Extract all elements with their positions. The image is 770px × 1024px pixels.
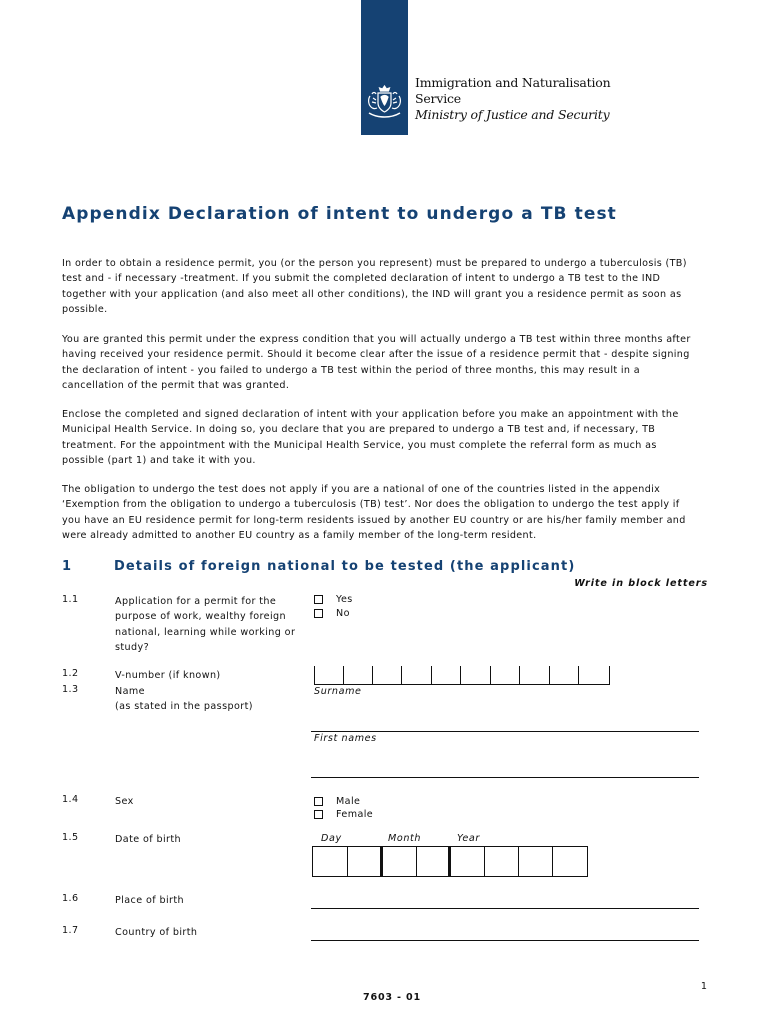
logo-bar xyxy=(361,0,408,135)
vnumber-divider xyxy=(519,666,520,685)
female-checkbox[interactable] xyxy=(314,810,323,819)
year-caption: Year xyxy=(457,833,480,844)
option-no-label: No xyxy=(336,608,350,619)
month-caption: Month xyxy=(388,833,422,844)
paragraph-line: were already admitted to another EU country as a family member of the long-term resident. xyxy=(62,529,537,541)
paragraph-line: possible (part 1) and take it with you. xyxy=(62,454,256,466)
option-male-label: Male xyxy=(336,796,361,807)
dob-divider xyxy=(518,847,519,876)
paragraph-line: In order to obtain a residence permit, you (or the person you represent) must be prepared to undergo a tuberculosis (TB) xyxy=(62,258,687,269)
paragraph-line: having received your residence permit. Should it become clear after the issue of a residence permit that - despite signing xyxy=(62,349,690,361)
first-names-field[interactable] xyxy=(311,777,699,778)
section-number: 1 xyxy=(62,559,72,574)
place-of-birth-field[interactable] xyxy=(311,908,699,909)
question-number-1-1: 1.1 xyxy=(62,594,79,605)
vnumber-baseline xyxy=(314,684,610,685)
question-label-1-4: Sex xyxy=(115,796,134,807)
paragraph-line: the declaration of intent - you failed to undergo a TB test within the period of three months, this may result in a xyxy=(62,364,640,376)
surname-field[interactable] xyxy=(311,731,699,732)
question-label-1-2: V-number (if known) xyxy=(115,670,221,681)
paragraph-line: cancellation of the permit that was granted. xyxy=(62,379,290,391)
paragraph-line: The obligation to undergo the test does not apply if you are a national of one of the countries listed in the appendix xyxy=(62,484,661,495)
question-label-1-1 xyxy=(115,594,305,655)
label-line: Application for a permit for the xyxy=(115,596,277,607)
paragraph-line: together with your application (and also meet all other conditions), the IND will grant you a residence permit as soon as xyxy=(62,288,682,300)
vnumber-input[interactable] xyxy=(314,666,610,685)
intro-paragraph-3 xyxy=(62,407,710,468)
question-sublabel-1-3: (as stated in the passport) xyxy=(115,701,253,712)
option-female-label: Female xyxy=(336,809,374,820)
option-no[interactable] xyxy=(314,608,350,619)
question-label-1-6: Place of birth xyxy=(115,895,184,906)
question-number-1-6: 1.6 xyxy=(62,893,79,904)
option-female[interactable] xyxy=(314,809,373,820)
org-name-line2: Service xyxy=(415,91,461,106)
paragraph-line: ‘Exemption from the obligation to undergo a tuberculosis (TB) test’. Nor does the obligation to undergo the test apply if xyxy=(62,499,680,511)
vnumber-divider xyxy=(490,666,491,685)
question-number-1-7: 1.7 xyxy=(62,925,79,936)
date-of-birth-input[interactable] xyxy=(312,846,588,877)
paragraph-line: you have an EU residence permit for long-term residents issued by another EU country or are his/her family member and xyxy=(62,514,686,526)
yes-checkbox[interactable] xyxy=(314,595,323,604)
label-line: purpose of work, wealthy foreign xyxy=(115,611,287,623)
paragraph-line: test and - if necessary -treatment. If you submit the completed declaration of intent to undergo a TB test to the IND xyxy=(62,273,661,285)
paragraph-line: Municipal Health Service. In doing so, you declare that you are prepared to undergo a TB test and, if necessary, TB xyxy=(62,424,656,436)
block-letters-note: Write in block letters xyxy=(574,578,708,589)
label-line: study? xyxy=(115,641,150,653)
paragraph-line: treatment. For the appointment with the Municipal Health Service, you must complete the referral form as much as xyxy=(62,439,657,451)
vnumber-divider xyxy=(460,666,461,685)
paragraph-line: Enclose the completed and signed declaration of intent with your application before you make an appointment with the xyxy=(62,409,679,420)
dob-divider xyxy=(347,847,348,876)
intro-paragraph-1 xyxy=(62,256,710,317)
question-number-1-2: 1.2 xyxy=(62,668,79,679)
intro-paragraph-2 xyxy=(62,332,710,393)
option-yes[interactable] xyxy=(314,594,353,605)
page-number: 1 xyxy=(700,981,707,992)
coat-of-arms-icon xyxy=(365,84,404,120)
vnumber-divider xyxy=(372,666,373,685)
surname-caption: Surname xyxy=(314,686,362,697)
section-title: Details of foreign national to be tested (the applicant) xyxy=(114,559,576,574)
vnumber-divider xyxy=(343,666,344,685)
ministry-name: Ministry of Justice and Security xyxy=(415,107,610,122)
label-line: national, learning while working or xyxy=(115,626,296,638)
dob-divider xyxy=(552,847,553,876)
vnumber-divider xyxy=(578,666,579,685)
option-yes-label: Yes xyxy=(336,594,353,605)
question-label-1-3: Name xyxy=(115,686,145,697)
paragraph-line: possible. xyxy=(62,303,108,315)
org-name-line1: Immigration and Naturalisation xyxy=(415,75,611,90)
first-names-caption: First names xyxy=(314,733,377,744)
option-male[interactable] xyxy=(314,796,360,807)
intro-paragraph-4 xyxy=(62,482,710,543)
question-label-1-7: Country of birth xyxy=(115,927,198,938)
dob-divider xyxy=(484,847,485,876)
day-caption: Day xyxy=(321,833,342,844)
country-of-birth-field[interactable] xyxy=(311,940,699,941)
no-checkbox[interactable] xyxy=(314,609,323,618)
form-code: 7603 - 01 xyxy=(363,992,421,1003)
dob-divider xyxy=(416,847,417,876)
document-title: Appendix Declaration of intent to undergo a TB test xyxy=(62,204,617,224)
male-checkbox[interactable] xyxy=(314,797,323,806)
dob-divider xyxy=(448,847,451,876)
question-number-1-4: 1.4 xyxy=(62,794,79,805)
question-number-1-3: 1.3 xyxy=(62,684,79,695)
vnumber-divider xyxy=(431,666,432,685)
question-number-1-5: 1.5 xyxy=(62,832,79,843)
vnumber-divider xyxy=(401,666,402,685)
vnumber-divider xyxy=(549,666,550,685)
vnumber-divider xyxy=(314,666,315,685)
vnumber-divider xyxy=(609,666,610,685)
dob-divider xyxy=(380,847,383,876)
question-label-1-5: Date of birth xyxy=(115,834,182,845)
paragraph-line: You are granted this permit under the express condition that you will actually undergo a TB test within three months after xyxy=(62,334,691,345)
